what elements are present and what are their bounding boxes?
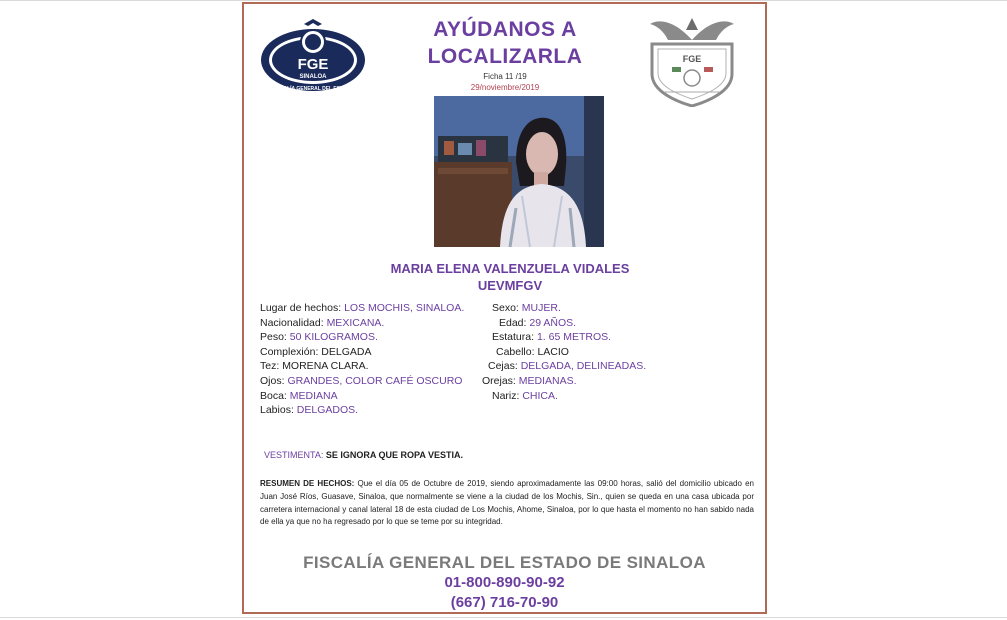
cabello-label: Cabello: [496,345,535,358]
ojos-value: GRANDES, COLOR CAFÉ OSCURO [287,374,463,387]
peso-label: Peso: [260,331,287,344]
bottom-divider [0,617,1007,618]
title-line-2: LOCALIZARLA [427,45,583,68]
detail-left [260,390,338,402]
detail-right [499,316,576,331]
logo-right-text: FGE [682,54,702,64]
detail-left [260,375,462,387]
missing-person-poster [242,2,767,614]
vestimenta-value: SE IGNORA QUE ROPA VESTIA. [325,450,464,460]
missing-person-photo [434,96,604,247]
cabello-value: LACIO [537,345,569,358]
edad-value: 29 AÑOS. [529,316,577,329]
detail-left [260,346,371,358]
nariz-label: Nariz: [492,389,520,402]
detail-left [260,317,384,329]
estatura-value: 1. 65 METROS. [536,331,612,344]
logo-left-text: FGE [297,56,329,73]
complexion-label: Complexión: [260,345,319,358]
orejas-value: MEDIANAS. [518,374,577,387]
detail-row [260,389,760,404]
detail-row [260,403,760,418]
sexo-label: Sexo: [492,302,519,314]
boca-value: MEDIANA [289,389,338,402]
boca-label: Boca: [260,389,287,402]
nacionalidad-label: Nacionalidad: [260,316,324,329]
detail-right [492,330,611,345]
detail-right [492,301,561,316]
person-details [260,301,760,418]
detail-left [260,331,378,343]
resumen-paragraph [260,478,754,529]
resumen-text: Que el día 05 de Octubre de 2019, siendo aproximadamente las 09:00 horas, salió del domicilio ubicado en Juan José Ríos, Guasave, Sinaloa, que normalmente se viene a la ciudad de los Mochis, Sin., quien se queda en una casa ubicada por carretera internacional y canal lateral 18 de esta ciudad de Los Mochis, Ahome, Sinaloa, por lo que hasta el momento no han sabido nada de ella ya que no ha regresado por lo que se teme por su integridad. [260,479,755,527]
title-line-1: AYÚDANOS A [433,18,577,41]
nariz-value: CHICA. [522,389,558,402]
lugar-value: LOS MOCHIS, SINALOA. [344,302,465,314]
cejas-value: DELGADA, DELINEADAS. [520,360,647,373]
detail-left [260,360,369,372]
person-name: MARIA ELENA VALENZUELA VIDALES [390,261,630,276]
detail-left [260,302,464,314]
detail-row [260,330,760,345]
phone-number-2: (667) 716-70-90 [450,594,559,611]
logo-left-subtext: SINALOA [299,74,327,80]
top-divider [0,0,1007,1]
detail-row [260,301,760,316]
phone-number-1: 01-800-890-90-92 [444,574,565,591]
fge-shield-logo [646,12,738,107]
resumen-label: RESUMEN DE HECHOS: [260,479,355,488]
vestimenta-line [264,450,463,460]
ojos-label: Ojos: [260,374,285,387]
person-name-block [304,260,716,294]
detail-right [482,374,577,389]
logo-left-ring-text: FISCALÍA GENERAL DEL ESTADO [272,86,354,92]
detail-right [496,345,569,360]
detail-right [492,389,558,404]
poster-date: 29/noviembre/2019 [470,83,540,92]
detail-right [488,359,646,374]
lugar-label: Lugar de hechos: [260,302,342,314]
peso-value: 50 KILOGRAMOS. [289,331,378,344]
edad-label: Edad: [499,316,527,329]
detail-row [260,359,760,374]
estatura-label: Estatura: [492,331,535,344]
ficha-number: Ficha 11 /19 [483,72,527,81]
detail-row [260,316,760,331]
tez-label: Tez: [260,360,280,373]
labios-value: DELGADOS. [296,404,359,417]
case-code: UEVMFGV [477,278,543,293]
poster-title [374,16,636,70]
detail-row [260,374,760,389]
complexion-value: DELGADA [321,345,372,358]
vestimenta-label: VESTIMENTA: [264,450,324,460]
detail-row [260,345,760,360]
orejas-label: Orejas: [482,374,516,387]
fge-sinaloa-logo [258,16,368,96]
cejas-label: Cejas: [488,360,518,373]
nacionalidad-value: MEXICANA. [326,316,385,329]
labios-label: Labios: [260,404,294,417]
tez-value: MORENA CLARA. [282,360,369,373]
agency-name: FISCALÍA GENERAL DEL ESTADO DE SINALOA [303,553,706,572]
sexo-value: MUJER. [521,302,561,314]
detail-left [260,404,358,416]
